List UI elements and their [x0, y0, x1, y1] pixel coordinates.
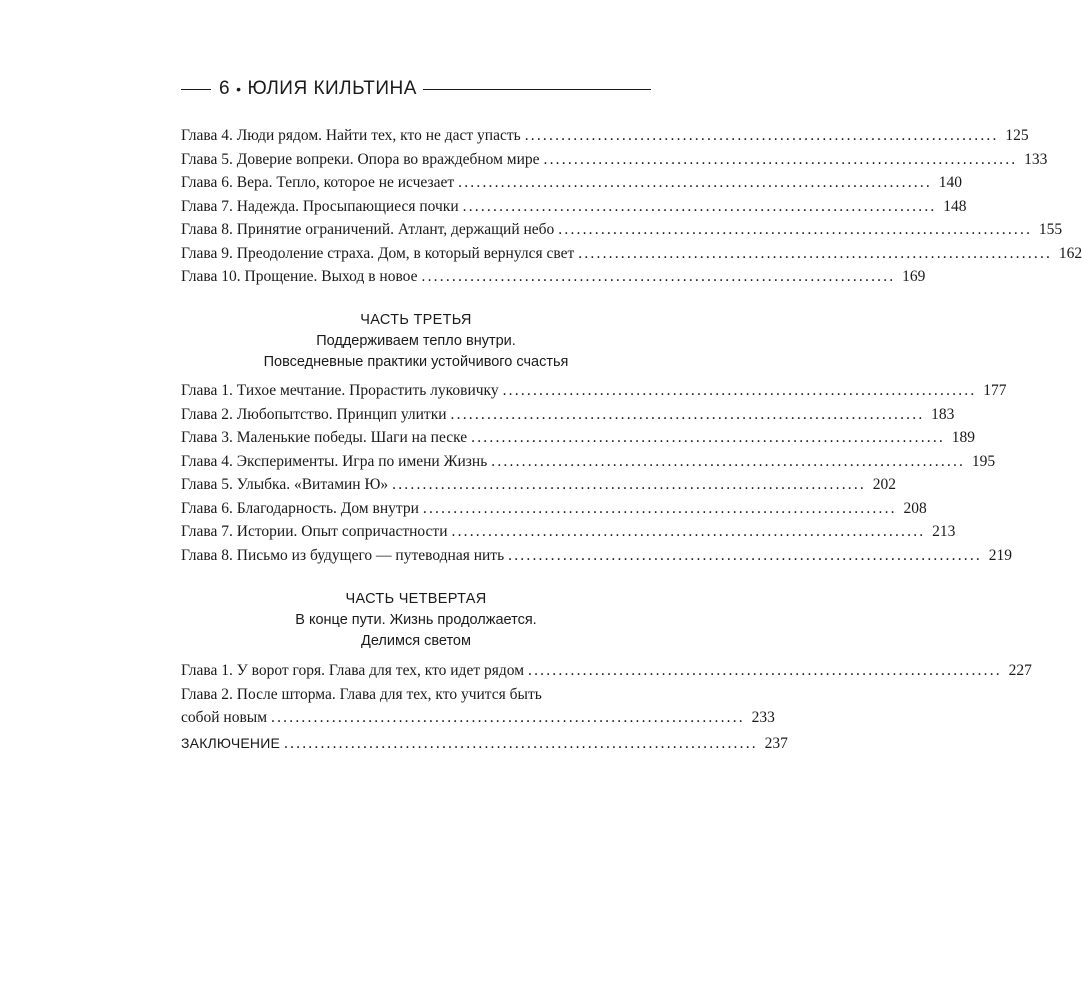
header-rule-left — [181, 89, 211, 90]
toc-entry[interactable] — [181, 706, 775, 730]
toc-entry-page: 177 — [983, 382, 1007, 399]
toc-entry-page: 219 — [988, 546, 1013, 564]
dot-leader: .............................................................................. — [578, 244, 1053, 262]
toc-entry[interactable] — [181, 379, 1007, 403]
toc-entry-page: 183 — [931, 405, 955, 423]
toc-entry-title: Глава 6. Вера. Тепло, которое не исчезает — [181, 174, 455, 191]
toc-entry[interactable] — [181, 195, 967, 219]
dot-leader: .............................................................................. — [502, 382, 977, 399]
part-four-heading — [181, 589, 651, 652]
toc-entry-continued[interactable] — [181, 683, 651, 707]
conclusion-page: 237 — [764, 735, 788, 752]
author-name: ЮЛИЯ КИЛЬТИНА — [247, 78, 417, 99]
toc-entry[interactable] — [181, 426, 976, 450]
toc-entry[interactable] — [181, 544, 1013, 568]
toc-part-four-list — [181, 659, 1032, 730]
toc-entry-title: Глава 8. Принятие ограничений. Атлант, держащий небо — [181, 221, 555, 238]
dot-leader: .............................................................................. — [271, 709, 745, 726]
toc-entry-page: 162 — [1058, 244, 1082, 262]
page-number: 6 — [219, 78, 231, 99]
toc-entry-title: Глава 2. Любопытство. Принцип улитки — [181, 405, 447, 423]
part-four-subtitle-line1: В конце пути. Жизнь продолжается. — [295, 612, 537, 628]
dot-leader: .............................................................................. — [422, 499, 897, 517]
header-bullet: • — [236, 81, 242, 97]
toc-entry-page: 227 — [1008, 662, 1032, 679]
dot-leader: .............................................................................. — [458, 174, 933, 191]
toc-entry-title: Глава 4. Эксперименты. Игра по имени Жизнь — [181, 452, 488, 470]
dot-leader: .............................................................................. — [508, 546, 983, 564]
toc-entry[interactable] — [181, 218, 1063, 242]
toc-entry-page: 208 — [903, 499, 927, 517]
toc-entry-title: Глава 3. Маленькие победы. Шаги на песке — [181, 429, 468, 446]
dot-leader: .............................................................................. — [491, 452, 966, 470]
toc-part-three-list — [181, 379, 1013, 567]
toc-entry-title: Глава 6. Благодарность. Дом внутри — [181, 499, 419, 517]
toc-entry[interactable] — [181, 450, 996, 474]
toc-entry-title: Глава 1. У ворот горя. Глава для тех, кто идет рядом — [181, 662, 524, 679]
toc-entry-page: 133 — [1024, 150, 1048, 168]
toc-entry[interactable] — [181, 171, 963, 195]
toc-entry-title: Глава 7. Надежда. Просыпающиеся почки — [181, 197, 459, 215]
toc-entry[interactable] — [181, 497, 927, 521]
toc-entry[interactable] — [181, 242, 1082, 266]
toc-entry[interactable] — [181, 403, 955, 427]
toc-entry-title: Глава 4. Люди рядом. Найти тех, кто не даст упасть — [181, 127, 521, 144]
dot-leader: .............................................................................. — [450, 405, 925, 423]
toc-entry[interactable] — [181, 732, 788, 756]
dot-leader: .............................................................................. — [524, 127, 999, 144]
toc-entry-title: Глава 1. Тихое мечтание. Прорастить луковичку — [181, 382, 499, 399]
toc-entry-page: 213 — [932, 523, 956, 540]
dot-leader: .............................................................................. — [392, 476, 867, 493]
toc-conclusion — [181, 732, 788, 756]
toc-entry-page: 233 — [751, 709, 775, 726]
toc-entry-title: Глава 10. Прощение. Выход в новое — [181, 268, 418, 285]
dot-leader: .............................................................................. — [471, 429, 946, 446]
toc-entry[interactable] — [181, 520, 956, 544]
toc-entry-page: 155 — [1038, 221, 1063, 238]
toc-entry-title: Глава 7. Истории. Опыт сопричастности — [181, 523, 448, 540]
toc-entry-title: Глава 9. Преодоление страха. Дом, в который вернулся свет — [181, 244, 575, 262]
toc-entry[interactable] — [181, 148, 1048, 172]
toc-entry[interactable] — [181, 124, 1029, 148]
part-four-subtitle-line2: Делимся светом — [361, 633, 471, 649]
part-three-title: ЧАСТЬ ТРЕТЬЯ — [360, 312, 472, 328]
toc-entry-page: 125 — [1005, 127, 1029, 144]
dot-leader: .............................................................................. — [543, 150, 1018, 168]
dot-leader: .............................................................................. — [528, 662, 1002, 679]
toc-entry-page: 202 — [872, 476, 897, 493]
part-three-subtitle-line2: Повседневные практики устойчивого счастья — [263, 354, 569, 370]
part-three-heading — [181, 310, 651, 373]
conclusion-title: ЗАКЛЮЧЕНИЕ — [181, 735, 280, 751]
toc-entry-title: Глава 8. Письмо из будущего — путеводная нить — [181, 546, 505, 564]
toc-entry-page: 169 — [902, 268, 926, 285]
dot-leader: .............................................................................. — [462, 197, 937, 215]
dot-leader: .............................................................................. — [421, 268, 896, 285]
toc-entry-title-line1: Глава 2. После шторма. Глава для тех, кто учится быть — [181, 685, 542, 703]
toc-entry[interactable] — [181, 659, 1032, 683]
dot-leader: .............................................................................. — [284, 735, 758, 752]
toc-entry-page: 148 — [943, 197, 967, 215]
toc-entry-page: 195 — [971, 452, 996, 470]
toc-entry-title: Глава 5. Улыбка. «Витамин Ю» — [181, 476, 389, 493]
toc-entry-title-line2: собой новым — [181, 709, 268, 726]
toc-entry[interactable] — [181, 265, 926, 289]
part-three-subtitle-line1: Поддерживаем тепло внутри. — [316, 333, 516, 349]
dot-leader: .............................................................................. — [558, 221, 1033, 238]
toc-entry[interactable] — [181, 473, 897, 497]
running-head — [181, 76, 651, 102]
toc-entry-page: 140 — [938, 174, 963, 191]
toc-entry-page: 189 — [951, 429, 976, 446]
toc-part-two-list — [181, 124, 1082, 289]
toc-entry-title: Глава 5. Доверие вопреки. Опора во враждебном мире — [181, 150, 540, 168]
header-rule-right — [423, 89, 651, 90]
dot-leader: .............................................................................. — [451, 523, 926, 540]
part-four-title: ЧАСТЬ ЧЕТВЕРТАЯ — [345, 591, 487, 607]
